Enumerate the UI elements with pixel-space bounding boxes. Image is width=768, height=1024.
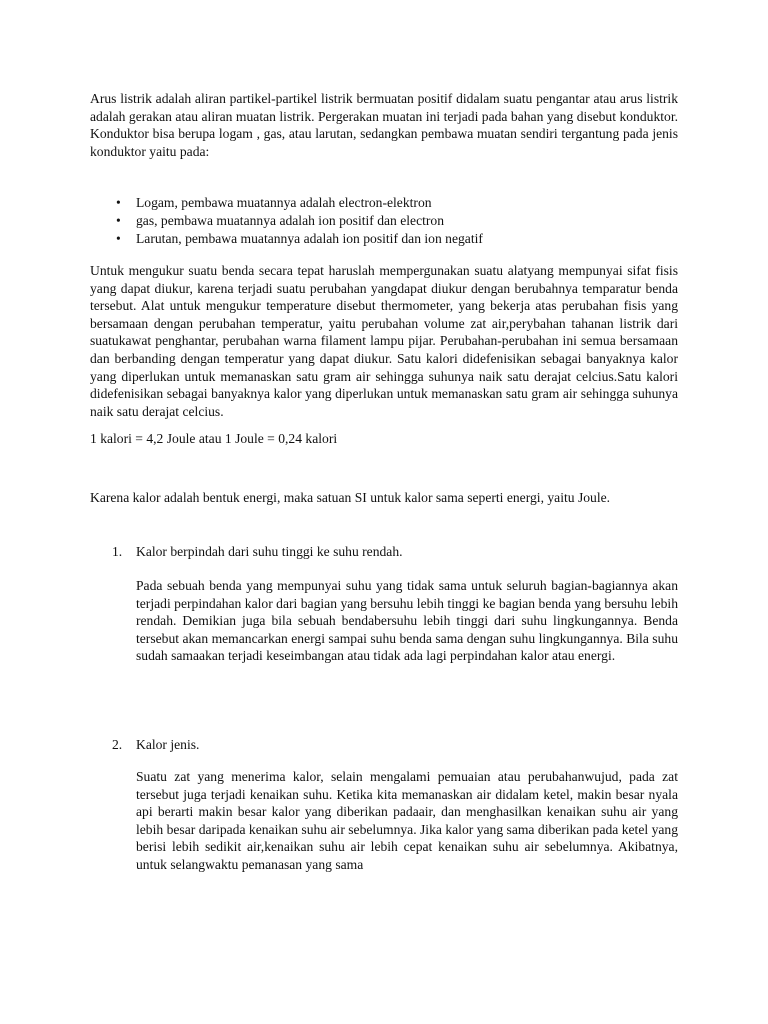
si-unit-paragraph: Karena kalor adalah bentuk energi, maka satuan SI untuk kalor sama seperti energi, yaitu Joule. [90, 490, 611, 505]
item-heading: Kalor jenis. [136, 737, 200, 752]
list-item-text: Larutan, pembawa muatannya adalah ion positif dan ion negatif [136, 231, 483, 246]
bullet-icon: • [116, 195, 121, 210]
item-1-body: Pada sebuah benda yang mempunyai suhu yang tidak sama untuk seluruh bagian-bagiannya akan terjadi perpindahan kalor dari bagian yang bersuhu lebih tinggi ke bagian benda yang bersuhu lebih rendah. Demikian juga bila sebuah bendabersuhu lebih tinggi dari suhu lingkungannya. Benda tersebut akan memancarkan energi sampai suhu benda sama dengan suhu lingkungannya. Bila suhu sudah samaakan terjadi keseimbangan atau tidak ada lagi perpindahan kalor atau energi. [136, 578, 678, 664]
item-number: 1. [112, 544, 123, 559]
list-item [90, 194, 678, 212]
intro-paragraph: Arus listrik adalah aliran partikel-partikel listrik bermuatan positif didalam suatu pengantar atau arus listrik adalah gerakan atau aliran muatan listrik. Pergerakan muatan ini terjadi pada bahan yang disebut konduktor. Konduktor bisa berupa logam , gas, atau larutan, sedangkan pembawa muatan sendiri tergantung pada jenis konduktor yaitu pada: [90, 91, 678, 159]
measurement-paragraph: Untuk mengukur suatu benda secara tepat haruslah mempergunakan suatu alatyang mempunyai sifat fisis yang dapat diukur, karena terjadi suatu perubahan yangdapat diukur dengan berubahnya temparatur benda tersebut. Alat untuk mengukur temperature disebut thermometer, yang bekerja atas perubahan fisis yang bersamaan dengan perubahan temperatur, yaitu perubahan volume zat air,perybahan tahanan listrik dari suatukawat penghantar, perubahan warna filament lampu pijar. Perubahan-perubahan ini semua bersamaan dan berbanding dengan temperatur yang dapat diukur. Satu kalori didefenisikan sebagai banyaknya kalor yang diperlukan untuk memanaskan satu gram air sehingga suhunya naik satu derajat celcius.Satu kalori didefenisikan sebagai banyaknya kalor yang diperlukan untuk memanaskan satu gram air sehingga suhunya naik satu derajat celcius. [90, 263, 678, 419]
carrier-list [90, 194, 678, 248]
bullet-icon: • [116, 213, 121, 228]
item-heading: Kalor berpindah dari suhu tinggi ke suhu rendah. [136, 544, 403, 559]
list-item [90, 212, 678, 230]
bullet-icon: • [116, 231, 121, 246]
formula-line: 1 kalori = 4,2 Joule atau 1 Joule = 0,24 kalori [90, 431, 338, 446]
list-item-text: Logam, pembawa muatannya adalah electron-elektron [136, 195, 432, 210]
item-number: 2. [112, 737, 123, 752]
list-item-text: gas, pembawa muatannya adalah ion positif dan electron [136, 213, 445, 228]
list-item [90, 230, 678, 248]
item-2-body: Suatu zat yang menerima kalor, selain mengalami pemuaian atau perubahanwujud, pada zat tersebut juga terjadi kenaikan suhu. Ketika kita memanaskan air didalam ketel, makin besar nyala api berarti makin besar kalor yang diberikan padaair, dan menghasilkan kenaikan suhu air yang lebih besar daripada kenaikan suhu air sebelumnya. Jika kalor yang sama diberikan pada ketel yang berisi lebih sedikit air,kenaikan suhu air lebih cepat kenaikan suhu air sebelumnya. Akibatnya, untuk selangwaktu pemanasan yang sama [136, 769, 678, 872]
